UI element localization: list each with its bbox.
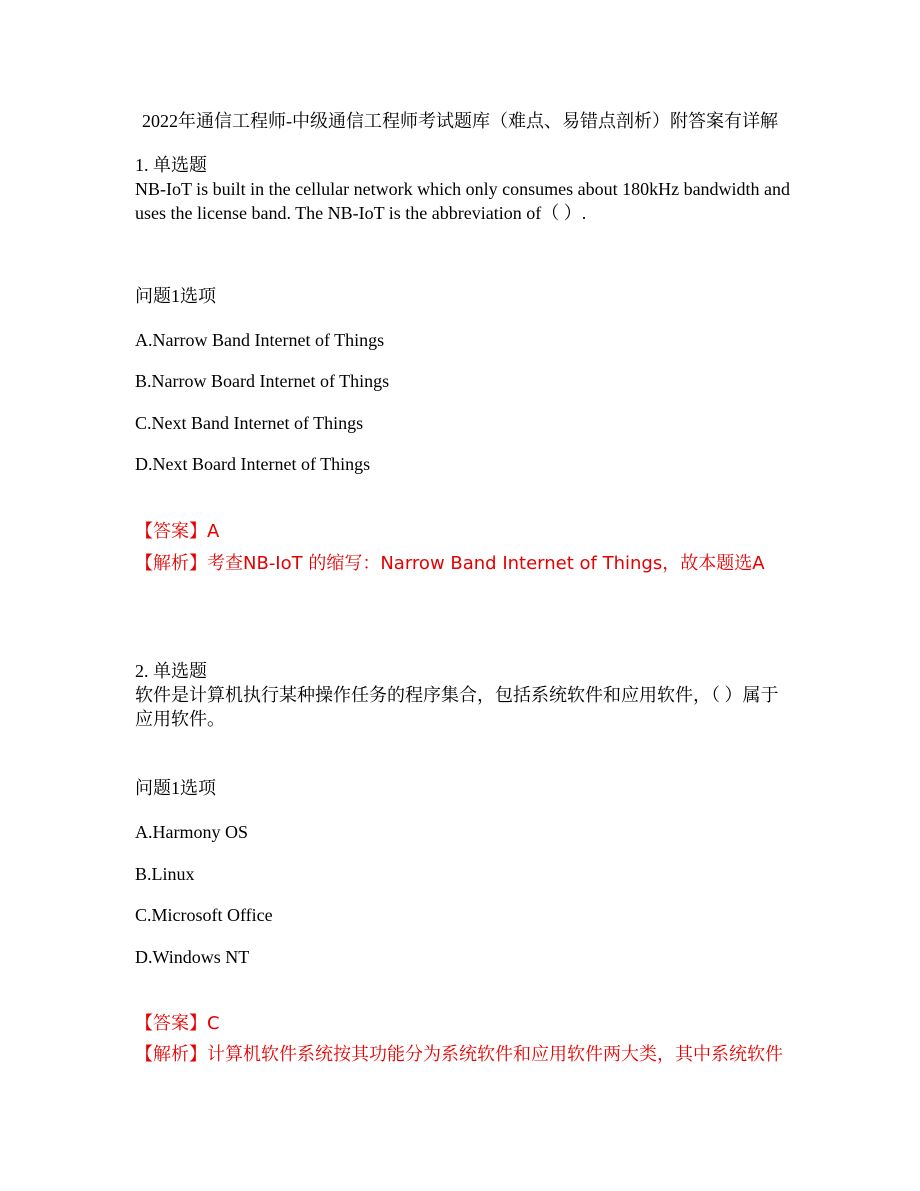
question-2-answer: 【答案】C	[135, 1013, 220, 1034]
question-1-text: NB-IoT is built in the cellular network which only consumes about 180kHz bandwidth and uses the license band. The NB-IoT is the abbreviation of（ ）.	[135, 179, 791, 223]
question-2	[135, 659, 795, 731]
question-2-type: 2. 单选题	[135, 661, 207, 681]
question-1-answer: 【答案】A	[135, 521, 220, 542]
document-title: 2022年通信工程师-中级通信工程师考试题库（难点、易错点剖析）附答案有详解	[142, 111, 778, 131]
question-1-analysis: 【解析】考查NB-IoT 的缩写：Narrow Band Internet of Things，故本题选A	[135, 553, 765, 574]
question-1-option-d: D.Next Board Internet of Things	[135, 454, 371, 474]
question-2-option-d: D.Windows NT	[135, 947, 250, 967]
question-1-options-heading: 问题1选项	[135, 286, 216, 306]
question-2-options-heading: 问题1选项	[135, 778, 216, 798]
question-1-option-b: B.Narrow Board Internet of Things	[135, 371, 390, 391]
question-1-type: 1. 单选题	[135, 155, 207, 175]
question-1-option-c: C.Next Band Internet of Things	[135, 413, 364, 433]
question-2-text: 软件是计算机执行某种操作任务的程序集合，包括系统软件和应用软件，（ ）属于应用软件。	[135, 685, 779, 729]
question-1	[135, 153, 795, 225]
question-2-option-a: A.Harmony OS	[135, 822, 248, 842]
question-1-option-a: A.Narrow Band Internet of Things	[135, 330, 385, 350]
question-2-option-b: B.Linux	[135, 864, 195, 884]
question-2-analysis: 【解析】计算机软件系统按其功能分为系统软件和应用软件两大类，其中系统软件	[135, 1044, 783, 1065]
question-2-option-c: C.Microsoft Office	[135, 905, 273, 925]
